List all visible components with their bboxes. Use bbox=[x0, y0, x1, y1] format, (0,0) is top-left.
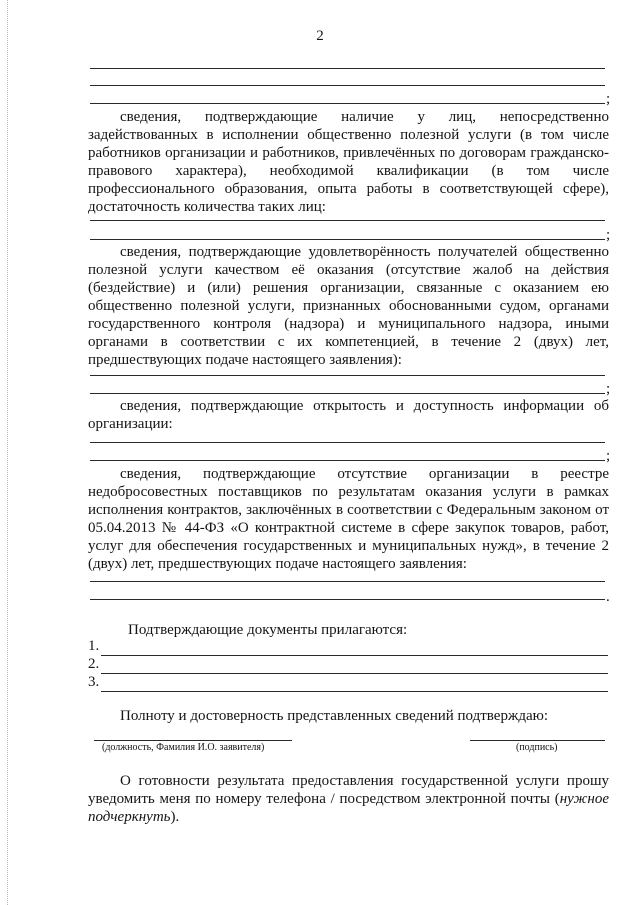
fill-line bbox=[90, 393, 605, 394]
doc-item-line bbox=[101, 691, 608, 692]
fill-line bbox=[90, 599, 605, 600]
fill-line bbox=[90, 103, 605, 104]
paragraph-text: сведения, подтверждающие наличие у лиц, непосредственно задействованных в исполнении общественно полезной услуги (в том числе работников организации и работников, привлечённых по договорам гражданско-правового характера), необходимой квалификации (в том числе профессионального образования, опыта работы в соответствующей сфере), достаточность количества таких лиц: bbox=[88, 109, 609, 215]
paragraph-text: сведения, подтверждающие открытость и доступность информации об организации: bbox=[88, 398, 609, 432]
fill-line bbox=[90, 442, 605, 443]
notification-italic: нужное подчеркнуть bbox=[88, 791, 609, 825]
fill-line bbox=[90, 85, 605, 86]
page-number: 2 bbox=[316, 28, 324, 44]
paragraph-openness bbox=[88, 397, 609, 433]
fill-line bbox=[90, 460, 605, 461]
fill-line bbox=[90, 239, 605, 240]
doc-item-line bbox=[101, 655, 608, 656]
semicolon-mark: ; bbox=[606, 448, 611, 464]
fill-line bbox=[90, 68, 605, 69]
signature-caption: (подпись) bbox=[516, 742, 558, 753]
confirmation-text: Полноту и достоверность представленных сведений подтверждаю: bbox=[120, 708, 548, 724]
doc-item-number: 3. bbox=[88, 674, 100, 690]
doc-item-number: 1. bbox=[88, 638, 100, 654]
period-mark: . bbox=[606, 589, 610, 605]
fill-line bbox=[90, 581, 605, 582]
semicolon-mark: ; bbox=[606, 91, 611, 107]
paragraph-staff-qualification bbox=[88, 108, 609, 216]
position-signature-line bbox=[94, 740, 292, 741]
semicolon-mark: ; bbox=[606, 227, 611, 243]
notification-paragraph bbox=[88, 772, 609, 826]
notification-end: ). bbox=[170, 809, 180, 825]
paragraph-recipient-satisfaction bbox=[88, 243, 609, 369]
signature-line bbox=[470, 740, 605, 741]
paragraph-text: сведения, подтверждающие удовлетворённость получателей общественно полезной услуги качеством её оказания (отсутствие жалоб на действия (бездействие) и (или) решения организации, связанные с оказанием ею общественно полезной услуги, признанных обоснованными судом, органами государственного контроля (надзора) и муниципального надзора, иными органами в соответствии с их компетенцией, в течение 2 (двух) лет, предшествующих подаче настоящего заявления): bbox=[88, 244, 609, 368]
fill-line bbox=[90, 375, 605, 376]
semicolon-mark: ; bbox=[606, 381, 611, 397]
doc-item-line bbox=[101, 673, 608, 674]
fill-line bbox=[90, 220, 605, 221]
notification-text: О готовности результата предоставления государственной услуги прошу уведомить меня по номеру телефона / посредством электронной почты ( bbox=[88, 773, 609, 807]
doc-item-number: 2. bbox=[88, 656, 100, 672]
binding-edge bbox=[7, 0, 8, 905]
paragraph-unfair-suppliers-registry bbox=[88, 465, 609, 573]
position-caption: (должность, Фамилия И.О. заявителя) bbox=[102, 742, 265, 753]
paragraph-text: сведения, подтверждающие отсутствие организации в реестре недобросовестных поставщиков по результатам оказания услуги в рамках исполнения контрактов, заключённых в соответствии с Федеральным законом от 05.04.2013 № 44-ФЗ «О контрактной системе в сфере закупок товаров, работ, услуг для обеспечения государственных и муниципальных нужд», в течение 2 (двух) лет, предшествующих подаче настоящего заявления: bbox=[88, 466, 609, 572]
attached-docs-heading: Подтверждающие документы прилагаются: bbox=[128, 622, 408, 638]
